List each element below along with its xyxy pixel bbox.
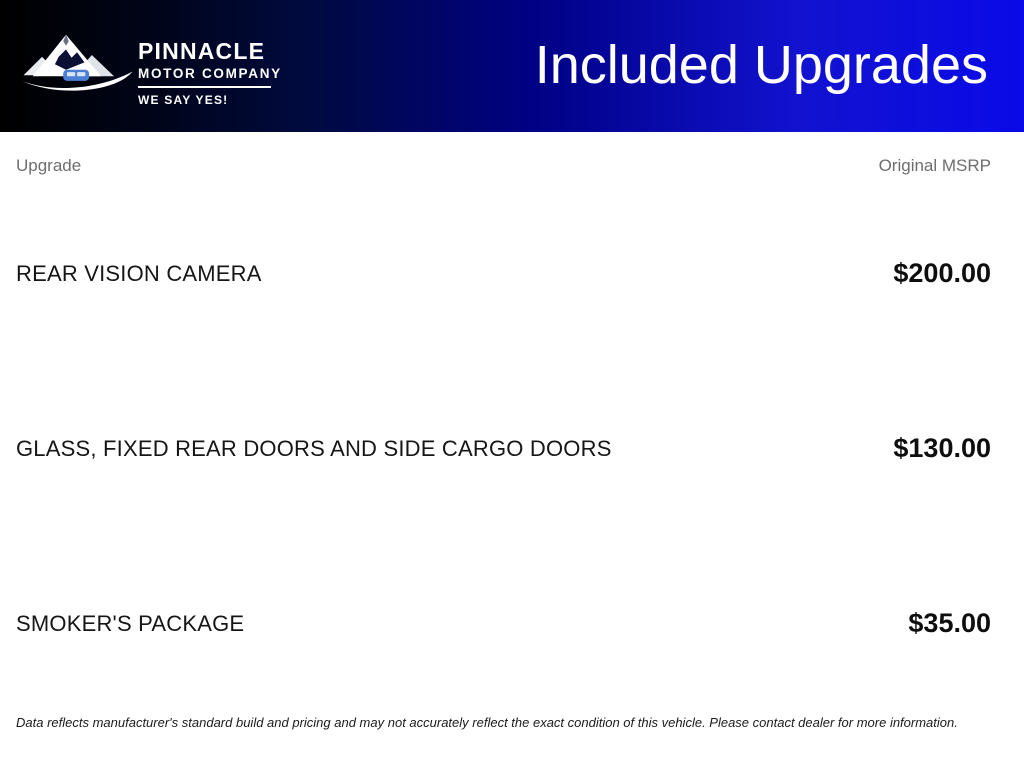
logo-text-block (138, 32, 282, 107)
logo-divider (138, 86, 271, 88)
upgrade-msrp: $200.00 (893, 258, 991, 288)
table-row (16, 361, 991, 536)
logo-subtitle: MOTOR COMPANY (138, 66, 282, 81)
upgrade-name: REAR VISION CAMERA (16, 260, 262, 286)
page-title: Included Upgrades (534, 34, 988, 95)
upgrade-msrp: $35.00 (908, 608, 991, 638)
table-row (16, 536, 991, 711)
logo-name: PINNACLE (138, 38, 266, 64)
table-row (16, 186, 991, 361)
column-header-original-msrp: Original MSRP (878, 156, 991, 175)
upgrade-msrp: $130.00 (893, 433, 991, 463)
upgrade-name: SMOKER'S PACKAGE (16, 610, 245, 636)
mountain-logo-icon (18, 32, 138, 102)
upgrades-table (0, 156, 1024, 730)
logo-tagline: WE SAY YES! (138, 92, 229, 107)
upgrade-name: GLASS, FIXED REAR DOORS AND SIDE CARGO DOORS (16, 435, 612, 461)
table-header-row (16, 156, 991, 176)
column-header-upgrade: Upgrade (16, 156, 82, 175)
dealer-logo (18, 32, 282, 107)
table-body (16, 186, 991, 711)
header-banner (0, 0, 1024, 132)
disclaimer-text: Data reflects manufacturer's standard build and pricing and may not accurately reflect the exact condition of this vehicle. Please contact dealer for more information. (16, 715, 958, 730)
